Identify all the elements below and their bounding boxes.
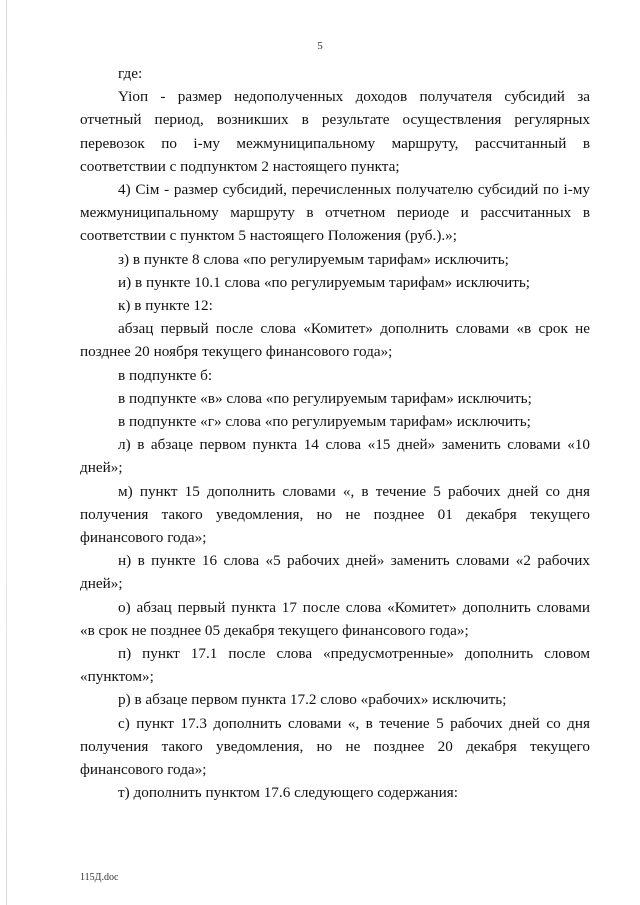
paragraph-item-l: л) в абзаце первом пункта 14 слова «15 дней» заменить словами «10 дней»; (80, 436, 590, 477)
file-name-footer: 115Д.doc (80, 872, 119, 883)
paragraph-item-z: з) в пункте 8 слова «по регулируемым тарифам» исключить; (118, 250, 509, 268)
paragraph-item-s: с) пункт 17.3 дополнить словами «, в течение 5 рабочих дней со дня получения такого уведомления, но не позднее 20 декабря текущего финансового года»; (80, 714, 590, 779)
paragraph-item-k-subpoint-6: в подпункте б: (118, 366, 213, 384)
paragraph-item-i: и) в пункте 10.1 слова «по регулируемым тарифам» исключить; (118, 273, 531, 291)
paragraph-yiop-definition: Yiоп - размер недополученных доходов получателя субсидий за отчетный период, возникших в результате осуществления регулярных перевозок по i-му межмуниципальному маршруту, рассчитанный в соответствии с подпунктом 2 настоящего пункта; (80, 88, 590, 175)
paragraph-item-r: р) в абзаце первом пункта 17.2 слово «рабочих» исключить; (118, 691, 507, 709)
paragraph-where: где: (118, 65, 143, 82)
document-body (80, 62, 590, 805)
page-number: 5 (317, 40, 323, 52)
paragraph-item-t: т) дополнить пунктом 17.6 следующего содержания: (118, 784, 458, 802)
paragraph-item-o: о) абзац первый пункта 17 после слова «Комитет» дополнить словами «в срок не позднее 05 декабря текущего финансового года»; (80, 598, 590, 639)
paragraph-item-m: м) пункт 15 дополнить словами «, в течение 5 рабочих дней со дня получения такого уведомления, но не позднее 01 декабря текущего финансового года»; (80, 482, 590, 547)
paragraph-item-k-first-abzac: абзац первый после слова «Комитет» дополнить словами «в срок не позднее 20 ноября текущего финансового года»; (80, 320, 590, 361)
paragraph-item-n: н) в пункте 16 слова «5 рабочих дней» заменить словами «2 рабочих дней»; (80, 552, 590, 593)
paragraph-item-k-subpoint-g: в подпункте «г» слова «по регулируемым тарифам» исключить; (118, 413, 531, 431)
paragraph-item-p: п) пункт 17.1 после слова «предусмотренные» дополнить словом «пунктом»; (80, 645, 590, 686)
scan-edge (6, 0, 7, 905)
paragraph-cim-definition: 4) Ciм - размер субсидий, перечисленных получателю субсидий по i-му межмуниципальному маршруту в отчетном периоде и рассчитанных в соответствии с пунктом 5 настоящего Положения (руб.).»; (80, 181, 590, 245)
paragraph-item-k-subpoint-v: в подпункте «в» слова «по регулируемым тарифам» исключить; (118, 389, 532, 407)
paragraph-item-k: к) в пункте 12: (118, 297, 213, 315)
